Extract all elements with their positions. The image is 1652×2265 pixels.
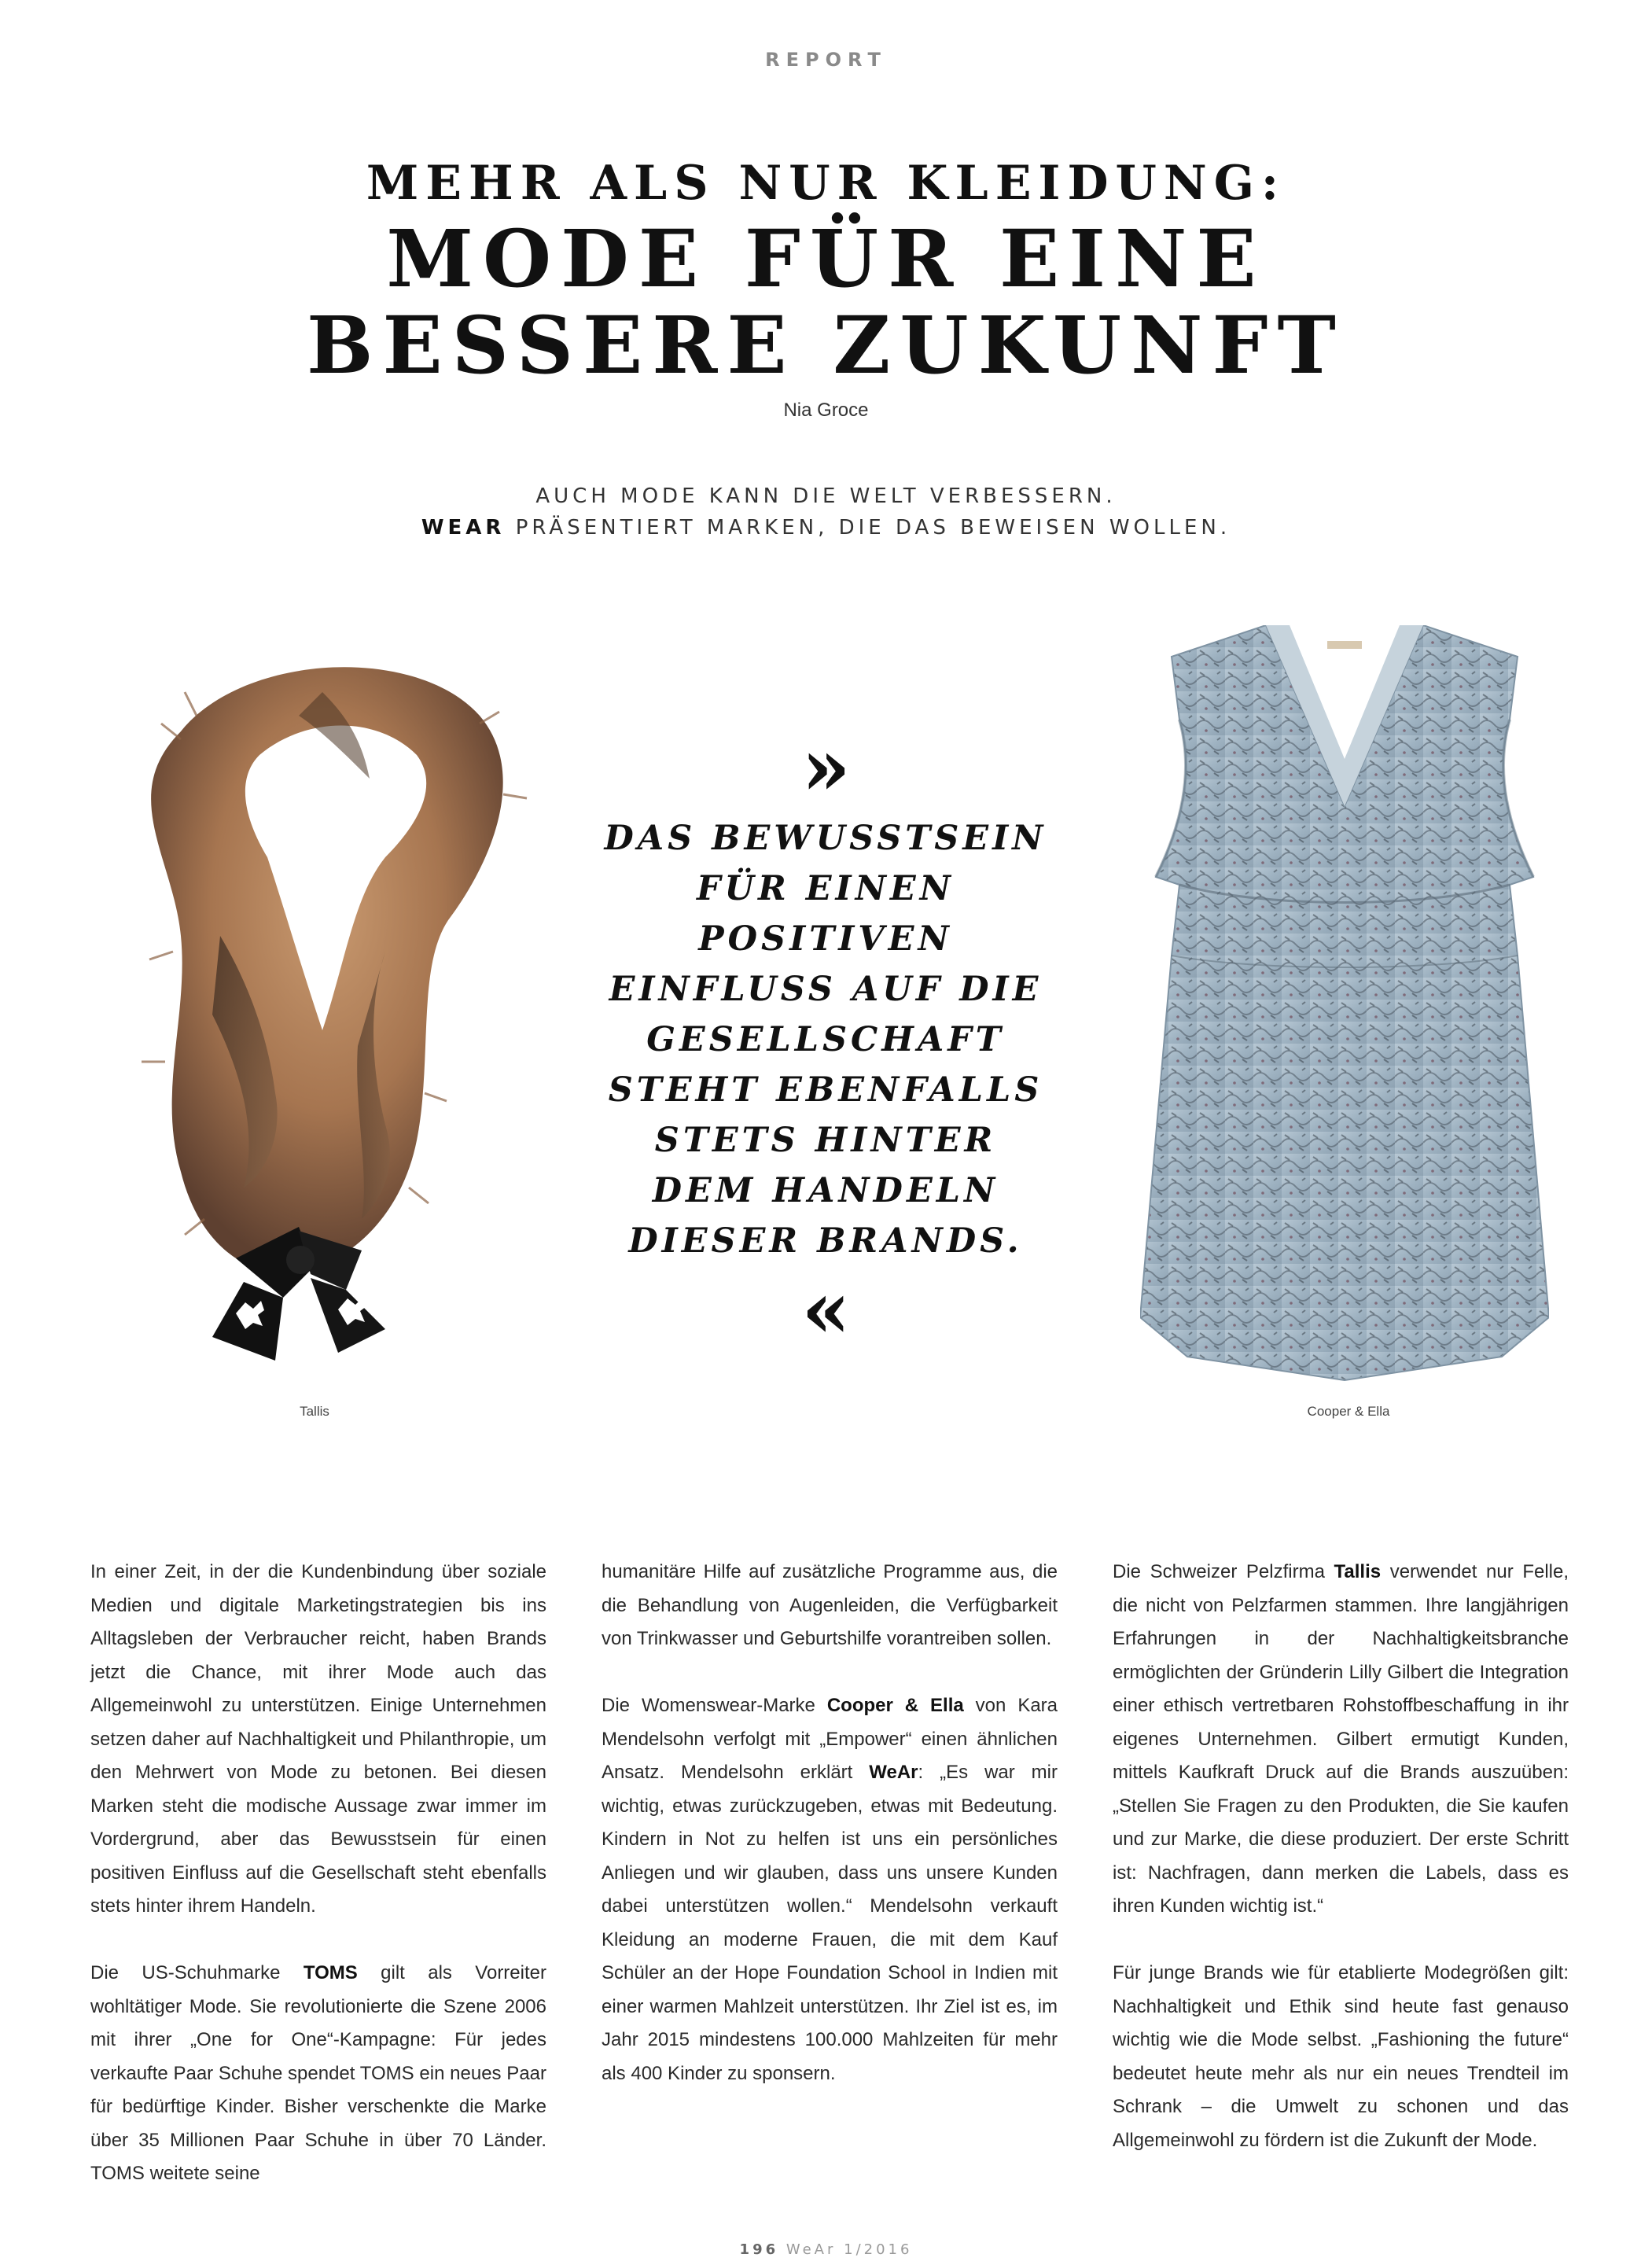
body-paragraph: Die Schweizer Pelzfirma Tallis verwendet nur Felle, die nicht von Pelzfarmen stammen. Ihre langjährigen Erfahrungen in der Nachhaltigkeitsbranche ermöglichten der Gründerin Lilly Gilbert die Integration einer ethisch vertretbaren Rohstoffbeschaffung in ihr eigenes Unternehmen. Gilbert ermutigt Kunden, mittels Kaufkraft Druck auf die Brands auszuüben: „Stellen Sie Fragen zu den Produkten, die Sie kaufen und zur Marke, die diese produziert. Der erste Schritt ist: Nachfragen, dann merken die Labels, dass es ihren Kunden wichtig ist.“	[1113, 1561, 1569, 1917]
image-caption-left: Tallis	[300, 1404, 329, 1419]
intro-line-2-text: PRÄSENTIERT MARKEN, DIE DAS BEWEISEN WOLLEN.	[505, 516, 1231, 540]
page-footer	[0, 2241, 1652, 2258]
body-paragraph: humanitäre Hilfe auf zusätzliche Programme aus, die die Behandlung von Augenleiden, die Verfügbarkeit von Trinkwasser und Geburtshilfe vorantreiben sollen.	[602, 1561, 1058, 1649]
headline-line-3: BESSERE ZUKUNFT	[307, 299, 1345, 392]
brand-name: Tallis	[1334, 1561, 1382, 1582]
intro-line-2	[0, 516, 1652, 540]
quote-open-mark: »	[801, 720, 851, 813]
headline-line-2: MODE FÜR EINE	[386, 212, 1266, 305]
body-column-1	[90, 1556, 546, 2224]
brand-name: Cooper & Ella	[826, 1695, 964, 1716]
brand-name: TOMS	[303, 1962, 358, 1983]
page-number: 196	[739, 2241, 779, 2258]
author-byline: Nia Groce	[783, 400, 869, 421]
publication-issue: WeAr 1/2016	[786, 2241, 913, 2258]
body-paragraph: Die US-Schuhmarke TOMS gilt als Vorreiter wohltätiger Mode. Sie revolutionierte die Szene 2006 mit ihrer „One for One“-Kampagne: Für jedes verkaufte Paar Schuhe spendet TOMS ein neues Paar für bedürftige Kinder. Bisher verschenkte die Marke über 35 Millionen Paar Schuhe in über 70 Länder. TOMS weitete seine	[90, 1962, 546, 2184]
section-label: REPORT	[765, 49, 887, 71]
body-column-2	[602, 1556, 1058, 2124]
body-paragraph: Die Womenswear-Marke Cooper & Ella von Kara Mendelsohn verfolgt mit „Empower“ einen ähnlichen Ansatz. Mendelsohn erklärt WeAr: „Es war mir wichtig, etwas zurückzugeben, etwas mit Bedeutung. Kindern in Not zu helfen ist uns ein persönliches Anliegen und wir glauben, dass uns unsere Kunden dabei unterstützen wollen.“ Mendelsohn verkauft Kleidung an moderne Frauen, die mit dem Kauf Schüler an der Hope Foundation School in Indien mit einer warmen Mahlzeit unterstützen. Ihr Ziel ist es, im Jahr 2015 mindestens 100.000 Mahlzeiten für mehr als 400 Kinder zu sponsern.	[602, 1695, 1058, 2084]
intro-line-1: AUCH MODE KANN DIE WELT VERBESSERN.	[535, 484, 1117, 508]
image-caption-right: Cooper & Ella	[1307, 1404, 1390, 1419]
body-column-3	[1113, 1556, 1569, 2191]
brand-name: WeAr	[869, 1762, 918, 1783]
pull-quote: DAS BEWUSSTSEIN FÜR EINEN POSITIVEN EINFLUSS AUF DIE GESELLSCHAFT STEHT EBENFALLS STETS HINTER DEM HANDELN DIESER BRANDS.	[604, 819, 1047, 1261]
body-paragraph: Für junge Brands wie für etablierte Modegrößen gilt: Nachhaltigkeit und Ethik sind heute fast genauso wichtig wie die Mode selbst. „Fashioning the future“ bedeutet heute mehr als nur ein neues Trendteil im Schrank – die Umwelt zu schonen und das Allgemeinwohl zu fördern ist die Zukunft der Mode.	[1113, 1962, 1569, 2151]
body-paragraph: In einer Zeit, in der die Kundenbindung über soziale Medien und digitale Marketingstrategien bis ins Alltagsleben der Verbraucher reicht, haben Brands jetzt die Chance, mit ihrer Mode auch das Allgemeinwohl zu unterstützen. Einige Unternehmen setzen daher auf Nachhaltigkeit und Philanthropie, um den Mehrwert von Mode zu betonen. Bei diesen Marken steht die modische Aussage zwar immer im Vordergrund, aber das Bewusstsein für einen positiven Einfluss auf die Gesellschaft steht ebenfalls stets hinter ihrem Handeln.	[90, 1561, 546, 1917]
headline-line-1: MEHR ALS NUR KLEIDUNG:	[366, 156, 1286, 211]
quote-close-mark: «	[801, 1263, 851, 1356]
intro-brand: WEAR	[421, 516, 506, 540]
